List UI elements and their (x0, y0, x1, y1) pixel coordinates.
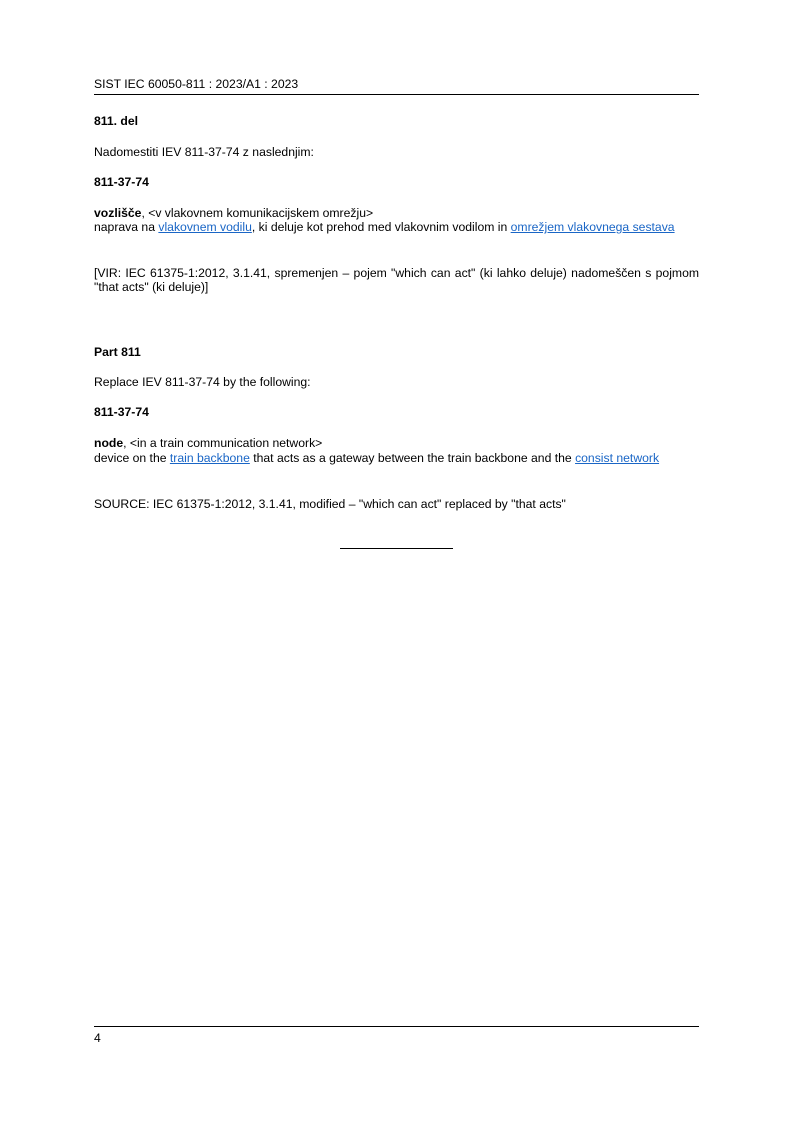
sl-part-heading: 811. del (94, 114, 139, 128)
en-link-train-backbone[interactable]: train backbone (169, 451, 250, 465)
sl-term-number: 811-37-74 (94, 175, 149, 189)
page-number: 4 (94, 1031, 101, 1045)
en-def-mid: that acts as a gateway between the train backbone and the (249, 451, 576, 465)
en-term-domain: , <in a train communication network> (123, 436, 323, 450)
sl-term-domain: , <v vlakovnem komunikacijskem omrežju> (141, 206, 374, 220)
footer-rule (94, 1026, 699, 1027)
en-definition (94, 451, 674, 465)
document-header: SIST IEC 60050-811 : 2023/A1 : 2023 (94, 77, 299, 91)
sl-term-line (94, 206, 699, 220)
end-of-text-rule (340, 548, 453, 549)
header-rule (94, 94, 699, 95)
en-term-line (94, 436, 699, 450)
sl-def-mid: , ki deluje kot prehod med vlakovnim vodilom in (251, 220, 511, 234)
sl-link-omrezjem-vlakovnega-sestava[interactable]: omrežjem vlakovnega sestava (510, 220, 675, 234)
en-link-consist-network[interactable]: consist network (575, 451, 660, 465)
en-part-heading: Part 811 (94, 345, 141, 359)
en-instruction: Replace IEV 811-37-74 by the following: (94, 375, 311, 389)
sl-definition (94, 220, 699, 234)
sl-term: vozlišče (94, 206, 142, 220)
sl-link-vlakovnem-vodilu[interactable]: vlakovnem vodilu (158, 220, 252, 234)
en-term-number: 811-37-74 (94, 405, 149, 419)
sl-instruction: Nadomestiti IEV 811-37-74 z naslednjim: (94, 145, 314, 159)
en-source: SOURCE: IEC 61375-1:2012, 3.1.41, modified – "which can act" replaced by "that acts" (94, 497, 566, 511)
sl-def-pre: naprava na (94, 220, 159, 234)
sl-source: [VIR: IEC 61375-1:2012, 3.1.41, spremenjen – pojem "which can act" (ki lahko deluje) nadomeščen s pojmom "that acts" (ki deluje)] (94, 266, 699, 294)
en-term: node (94, 436, 124, 450)
en-def-pre: device on the (94, 451, 170, 465)
